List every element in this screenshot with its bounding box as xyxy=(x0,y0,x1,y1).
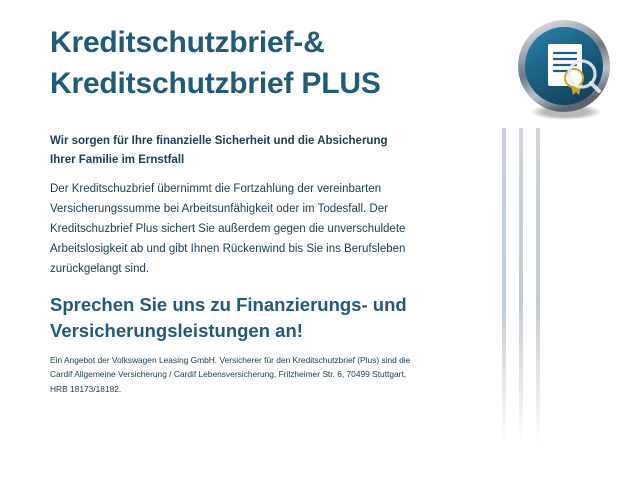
body-line-3: Kreditschuzbrief Plus sichert Sie außerdem gegen die unverschuldete xyxy=(50,222,406,235)
footnote-line-3: HRB 18173/18182. xyxy=(50,383,122,394)
subtitle-line-2: Ihrer Familie im Ernstfall xyxy=(50,153,185,166)
decorative-stripes xyxy=(498,128,556,448)
body-line-4: Arbeitslosigkeit ab und gibt Ihnen Rückenwind bis Sie ins Berufsleben xyxy=(50,242,406,255)
subtitle xyxy=(50,132,420,169)
cta-line-1: Sprechen Sie uns zu Finanzierungs- und xyxy=(50,294,407,315)
stripe-2 xyxy=(519,128,523,448)
cta-line-2: Versicherungsleistungen an! xyxy=(50,320,303,342)
stripe-3 xyxy=(536,128,540,448)
footnote-line-1: Ein Angebot der Volkswagen Leasing GmbH. Versicherer für den Kreditschutzbrief (Plus) sind die xyxy=(50,355,411,365)
page-title xyxy=(50,22,480,105)
body-line-1: Der Kreditschuzbrief übernimmt die Fortzahlung der vereinbarten xyxy=(50,183,382,195)
certificate-seal-icon xyxy=(512,16,618,122)
footnote xyxy=(50,353,450,396)
body-paragraph xyxy=(50,180,442,279)
title-line-2: Kreditschutzbrief PLUS xyxy=(50,67,381,101)
body-line-5: zurückgelangt sind. xyxy=(50,262,150,275)
subtitle-line-1: Wir sorgen für Ihre finanzielle Sicherheit und die Absicherung xyxy=(50,135,388,147)
title-line-1: Kreditschutzbrief-& xyxy=(50,26,325,59)
call-to-action xyxy=(50,292,470,345)
body-line-2: Versicherungssumme bei Arbeitsunfähigkeit oder im Todesfall. Der xyxy=(50,202,388,215)
footnote-line-2: Cardif Allgemeine Versicherung / Cardif Lebensversicherung, Frilzheimer Str. 6, 70499 Stuttgart, xyxy=(50,369,407,380)
stripe-1 xyxy=(502,128,506,448)
